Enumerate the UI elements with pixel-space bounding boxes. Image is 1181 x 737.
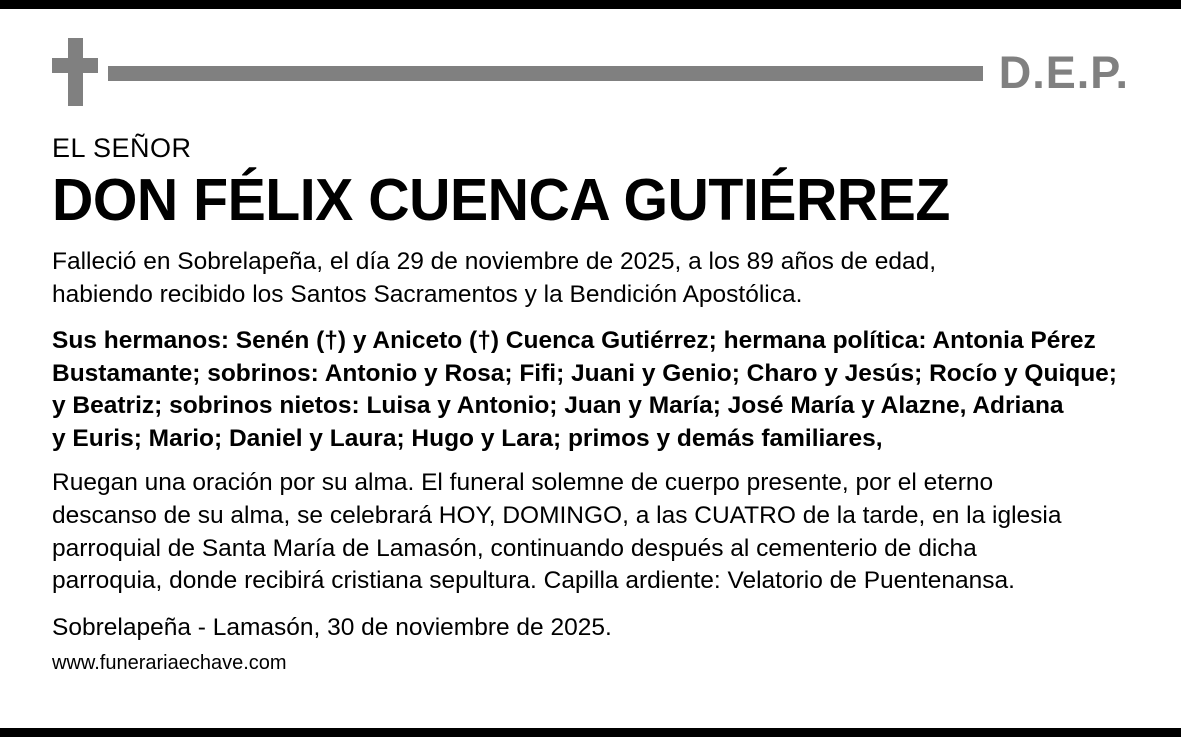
- funeral-service-details: [52, 467, 1129, 597]
- surviving-family-line: y Euris; Mario; Daniel y Laura; Hugo y Lara; primos y demás familiares,: [52, 424, 883, 452]
- funeral-home-website: www.funerariaechave.com: [52, 651, 287, 674]
- notice-inner: [0, 9, 1181, 676]
- surviving-family-line: y Beatriz; sobrinos nietos: Luisa y Antonio; Juan y María; José María y Alazne, Adriana: [52, 392, 1064, 420]
- funeral-service-line: parroquia, donde recibirá cristiana sepultura. Capilla ardiente: Velatorio de Puentenansa.: [52, 567, 1015, 595]
- header-divider-rule: [108, 66, 983, 81]
- funeral-service-line: parroquial de Santa María de Lamasón, continuando después al cementerio de dicha: [52, 534, 977, 562]
- dep-label: D.E.P.: [998, 46, 1129, 98]
- notice-header: [52, 35, 1129, 109]
- cross-horizontal-bar: [52, 58, 98, 73]
- place-and-date: Sobrelapeña - Lamasón, 30 de noviembre de 2025.: [52, 613, 612, 641]
- death-details: [52, 246, 1129, 311]
- cross-icon: [52, 38, 98, 106]
- surviving-family-line: Bustamante; sobrinos: Antonio y Rosa; Fifi; Juani y Genio; Charo y Jesús; Rocío y Quique;: [52, 359, 1117, 387]
- funeral-service-line: Ruegan una oración por su alma. El funeral solemne de cuerpo presente, por el eterno: [52, 469, 994, 497]
- deceased-name: DON FÉLIX CUENCA GUTIÉRREZ: [52, 167, 950, 233]
- honorific-label: EL SEÑOR: [52, 133, 192, 163]
- surviving-family: [52, 325, 1129, 455]
- surviving-family-line: Sus hermanos: Senén (†) y Aniceto (†) Cuenca Gutiérrez; hermana política: Antonia Pérez: [52, 327, 1096, 355]
- death-details-line: habiendo recibido los Santos Sacramentos y la Bendición Apostólica.: [52, 280, 803, 308]
- death-details-line: Falleció en Sobrelapeña, el día 29 de noviembre de 2025, a los 89 años de edad,: [52, 247, 936, 275]
- funeral-service-line: descanso de su alma, se celebrará HOY, DOMINGO, a las CUATRO de la tarde, en la iglesia: [52, 501, 1062, 529]
